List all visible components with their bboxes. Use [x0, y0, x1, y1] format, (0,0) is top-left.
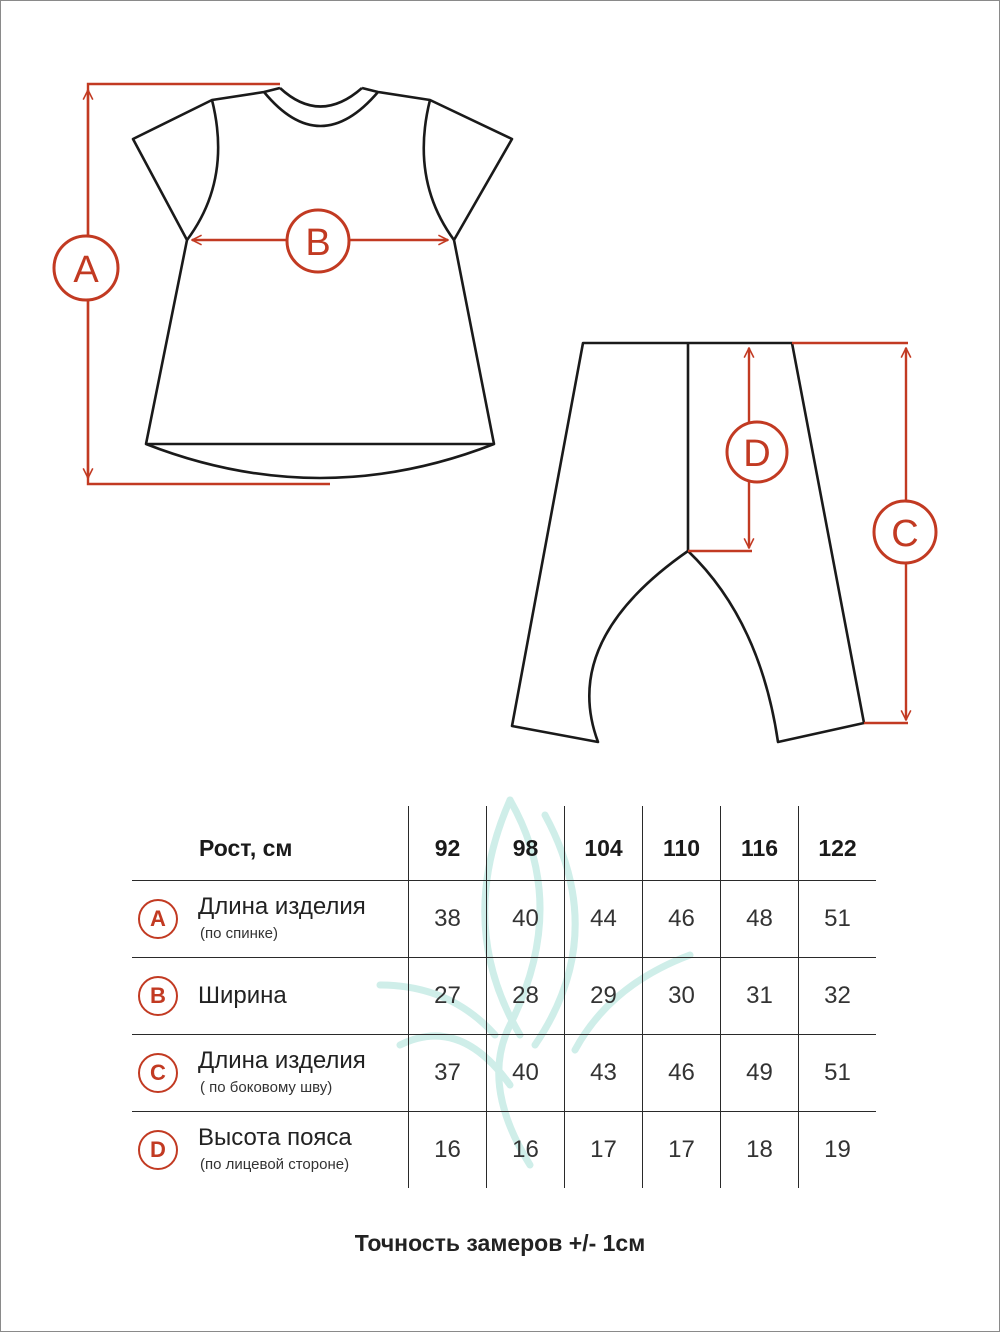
table-cell: 18 — [721, 1112, 799, 1189]
table-cell: 30 — [643, 958, 721, 1035]
size-header: 104 — [565, 806, 643, 881]
size-header: 92 — [409, 806, 487, 881]
table-cell: 38 — [409, 881, 487, 958]
size-header: 98 — [487, 806, 565, 881]
label-a: A — [73, 249, 99, 291]
label-b: B — [305, 222, 331, 264]
accuracy-note: Точность замеров +/- 1см — [354, 1230, 646, 1256]
dimension-b — [192, 210, 448, 272]
table-cell: 46 — [643, 1035, 721, 1112]
table-cell: 49 — [721, 1035, 799, 1112]
row-label: Высота пояса — [198, 1124, 352, 1151]
row-sublabel: (по лицевой стороне) — [200, 1156, 350, 1173]
table-cell: 16 — [409, 1112, 487, 1189]
table-cell: 16 — [487, 1112, 565, 1189]
table-row — [132, 958, 876, 1035]
row-sublabel: ( по боковому шву) — [200, 1079, 333, 1096]
pants-outline — [512, 343, 864, 742]
size-table — [132, 806, 876, 1188]
dimension-c — [792, 343, 936, 723]
table-header-row — [132, 806, 876, 881]
dimension-a — [54, 84, 330, 484]
table-cell: 17 — [643, 1112, 721, 1189]
label-d: D — [743, 433, 771, 475]
table-cell: 51 — [799, 1035, 877, 1112]
table-row — [132, 1112, 876, 1189]
row-label-cell — [132, 958, 409, 1035]
table-cell: 17 — [565, 1112, 643, 1189]
table-cell: 51 — [799, 881, 877, 958]
table-cell: 32 — [799, 958, 877, 1035]
table-cell: 37 — [409, 1035, 487, 1112]
table-cell: 48 — [721, 881, 799, 958]
table-cell: 44 — [565, 881, 643, 958]
table-cell: 29 — [565, 958, 643, 1035]
row-label: Длина изделия — [198, 893, 366, 920]
table-cell: 40 — [487, 881, 565, 958]
table-cell: 46 — [643, 881, 721, 958]
table-cell: 43 — [565, 1035, 643, 1112]
table-cell: 28 — [487, 958, 565, 1035]
dimension-d — [688, 348, 787, 551]
size-header: 122 — [799, 806, 877, 881]
table-cell: 27 — [409, 958, 487, 1035]
row-label-cell — [132, 1112, 409, 1189]
badge-c: C — [138, 1053, 178, 1093]
table-cell: 19 — [799, 1112, 877, 1189]
row-label: Ширина — [198, 982, 287, 1009]
row-label-cell — [132, 881, 409, 958]
row-sublabel: (по спинке) — [200, 925, 278, 942]
size-header: 110 — [643, 806, 721, 881]
table-cell: 40 — [487, 1035, 565, 1112]
badge-d: D — [138, 1130, 178, 1170]
table-row — [132, 881, 876, 958]
row-label-cell — [132, 1035, 409, 1112]
size-header: 116 — [721, 806, 799, 881]
badge-a: A — [138, 899, 178, 939]
tshirt-outline — [133, 88, 512, 478]
row-label: Длина изделия — [198, 1047, 366, 1074]
label-c: C — [891, 513, 919, 555]
height-header: Рост, см — [199, 834, 293, 861]
table-cell: 31 — [721, 958, 799, 1035]
table-row — [132, 1035, 876, 1112]
badge-b: B — [138, 976, 178, 1016]
